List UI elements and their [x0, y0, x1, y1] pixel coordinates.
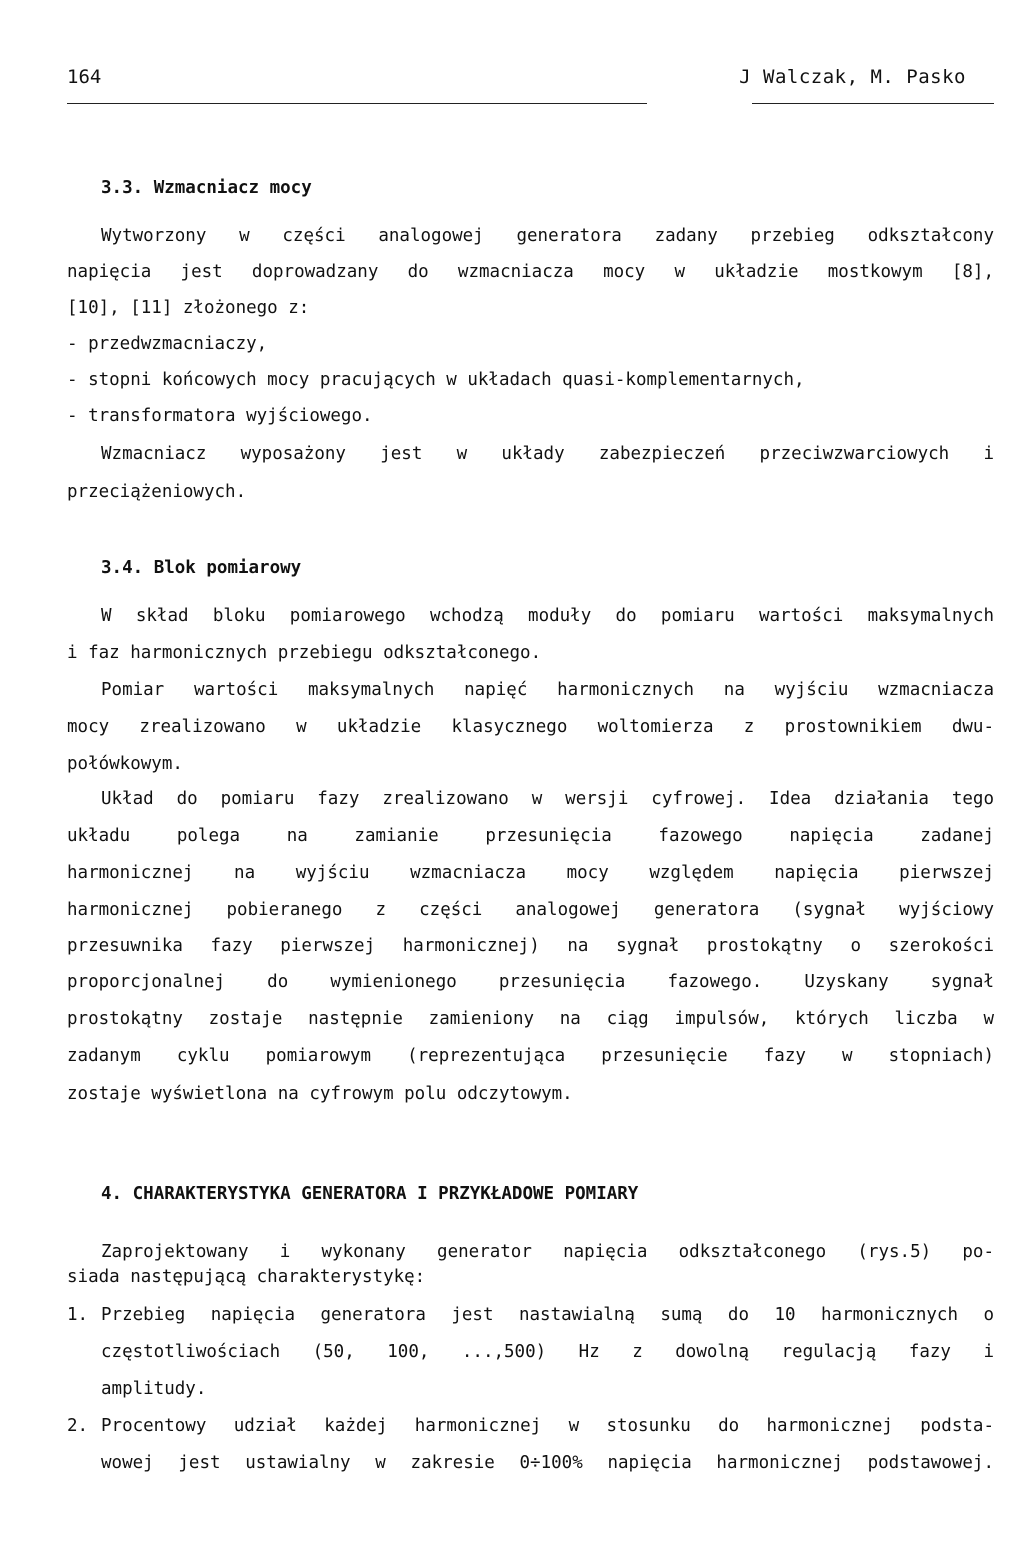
- paragraph-line: Układ do pomiaru fazy zrealizowano w wersji cyfrowej. Idea działania tego: [101, 789, 994, 809]
- list-item: - przedwzmacniaczy,: [67, 334, 268, 354]
- list-number: 2.: [67, 1416, 89, 1436]
- paragraph-line: zostaje wyświetlona na cyfrowym polu odczytowym.: [67, 1084, 573, 1104]
- paragraph-line: i faz harmonicznych przebiegu odkształconego.: [67, 643, 542, 663]
- paragraph-line: połówkowym.: [67, 754, 183, 774]
- list-item-line: Procentowy udział każdej harmonicznej w stosunku do harmonicznej podsta-: [101, 1416, 994, 1436]
- paragraph-line: układu polega na zamianie przesunięcia fazowego napięcia zadanej: [67, 826, 994, 846]
- paragraph-line: napięcia jest doprowadzany do wzmacniacza mocy w układzie mostkowym [8],: [67, 262, 994, 282]
- section-heading: [101, 558, 301, 578]
- paragraph-line: Wzmacniacz wyposażony jest w układy zabezpieczeń przeciwzwarciowych i: [101, 444, 994, 464]
- section-heading: [101, 1184, 638, 1204]
- header-rule: [752, 103, 994, 104]
- section-number: 4.: [101, 1184, 123, 1204]
- header-rule: [67, 103, 647, 104]
- section-title: Wzmacniacz mocy: [153, 178, 312, 198]
- paragraph-line: harmonicznej pobieranego z części analogowej generatora (sygnał wyjściowy: [67, 900, 994, 920]
- running-head-authors: J Walczak, M. Pasko: [739, 66, 966, 88]
- paragraph-line: przesuwnika fazy pierwszej harmonicznej) na sygnał prostokątny o szerokości: [67, 936, 994, 956]
- section-title: CHARAKTERYSTYKA GENERATORA I PRZYKŁADOWE POMIARY: [132, 1184, 639, 1204]
- list-item-line: Przebieg napięcia generatora jest nastawialną sumą do 10 harmonicznych o: [101, 1305, 994, 1325]
- paragraph-line: Wytworzony w części analogowej generatora zadany przebieg odkształcony: [101, 226, 994, 246]
- paragraph-line: [10], [11] złożonego z:: [67, 298, 310, 318]
- section-title: Blok pomiarowy: [153, 558, 302, 578]
- paragraph-line: W skład bloku pomiarowego wchodzą moduły do pomiaru wartości maksymalnych: [101, 606, 994, 626]
- page-number: 164: [67, 66, 102, 88]
- section-heading: [101, 178, 312, 198]
- section-number: 3.3.: [101, 178, 144, 198]
- paragraph-line: mocy zrealizowano w układzie klasycznego woltomierza z prostownikiem dwu-: [67, 717, 994, 737]
- list-item: - stopni końcowych mocy pracujących w układach quasi-komplementarnych,: [67, 370, 805, 390]
- list-number: 1.: [67, 1305, 89, 1325]
- list-item-line: wowej jest ustawialny w zakresie 0÷100% napięcia harmonicznej podstawowej.: [101, 1453, 994, 1473]
- list-item-line: amplitudy.: [101, 1379, 207, 1399]
- paragraph-line: zadanym cyklu pomiarowym (reprezentująca przesunięcie fazy w stopniach): [67, 1046, 994, 1066]
- paragraph-line: siada następującą charakterystykę:: [67, 1267, 426, 1287]
- paragraph-line: proporcjonalnej do wymienionego przesunięcia fazowego. Uzyskany sygnał: [67, 972, 994, 992]
- list-item-line: częstotliwościach (50, 100, ...,500) Hz z dowolną regulacją fazy i: [101, 1342, 994, 1362]
- paragraph-line: przeciążeniowych.: [67, 482, 247, 502]
- section-number: 3.4.: [101, 558, 144, 578]
- paragraph-line: Pomiar wartości maksymalnych napięć harmonicznych na wyjściu wzmacniacza: [101, 680, 994, 700]
- paragraph-line: prostokątny zostaje następnie zamieniony na ciąg impulsów, których liczba w: [67, 1009, 994, 1029]
- paragraph-line: harmonicznej na wyjściu wzmacniacza mocy względem napięcia pierwszej: [67, 863, 994, 883]
- list-item: - transformatora wyjściowego.: [67, 406, 373, 426]
- paragraph-line: Zaprojektowany i wykonany generator napięcia odkształconego (rys.5) po-: [101, 1242, 994, 1262]
